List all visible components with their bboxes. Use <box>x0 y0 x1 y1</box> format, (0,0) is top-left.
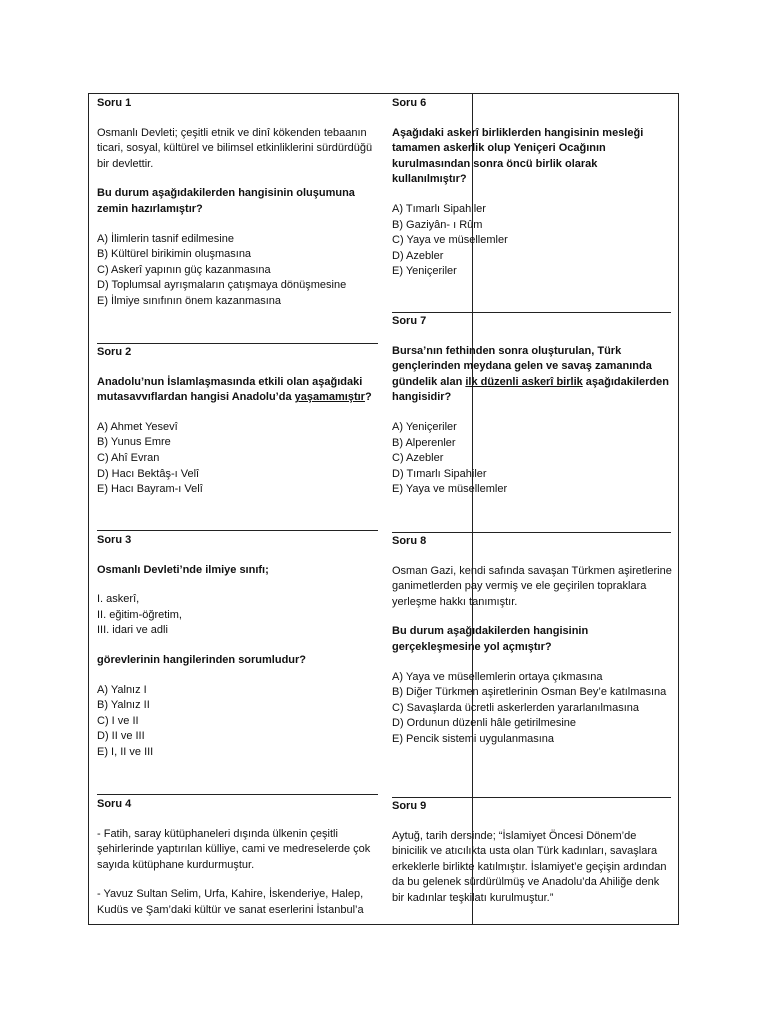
left-column <box>97 94 379 924</box>
option-a[interactable]: A) Yeniçeriler <box>392 420 457 433</box>
option-a[interactable]: A) Yaya ve müsellemlerin ortaya çıkmasına <box>392 670 603 683</box>
options-list <box>97 420 379 498</box>
item-iii: III. idari ve adli <box>97 624 168 637</box>
separator <box>97 530 378 531</box>
question-prompt: Bursa’nın fethinden sonra oluşturulan, Türk gençlerinden meydana gelen ve savaş zamanında gündelik alan ilk düzenli askerî birlik aşağıdakilerden hangisidir? <box>392 344 669 404</box>
option-a[interactable]: A) İlimlerin tasnif edilmesine <box>97 232 234 245</box>
question-number: Soru 8 <box>392 535 427 547</box>
question-3 <box>97 533 379 775</box>
question-6 <box>392 96 672 294</box>
item-ii: II. eğitim-öğretim, <box>97 608 182 621</box>
option-c[interactable]: C) Savaşlarda ücretli askerlerden yararlanılmasına <box>392 701 639 714</box>
option-c[interactable]: C) Ahî Evran <box>97 451 160 464</box>
question-paragraph-2: - Yavuz Sultan Selim, Urfa, Kahire, İskenderiye, Halep, Kudüs ve Şam’daki kültür ve sanat eserlerini İstanbul’a <box>97 888 364 916</box>
question-text: Aytuğ, tarih dersinde; “İslamiyet Öncesi Dönem’de binicilik ve atıcılıkta usta olan Türk kadınları, savaşlara erkeklerle birlikte katılmıştır. İslamiyet’e geçişin ardından da bu gelenek sürdürülmüş ve Anadolu’da Ahiliğe denk bir kadınlar teşkilatı kurulmuştur.” <box>392 829 667 904</box>
question-paragraph-1: - Fatih, saray kütüphaneleri dışında ülkenin çeşitli şehirlerinde yaptırılan külliye, cami ve medreselerde çok sayıda kütüphane kurdurmuştur. <box>97 827 371 871</box>
option-b[interactable]: B) Yunus Emre <box>97 436 171 449</box>
question-sheet <box>88 93 679 925</box>
question-number: Soru 9 <box>392 800 427 812</box>
roman-items <box>97 592 379 639</box>
question-prompt: görevlerinin hangilerinden sorumludur? <box>97 653 307 666</box>
option-e[interactable]: E) I, II ve III <box>97 745 154 758</box>
option-a[interactable]: A) Ahmet Yesevî <box>97 420 178 433</box>
option-c[interactable]: C) I ve II <box>97 714 139 727</box>
question-prompt: Aşağıdaki askerî birliklerden hangisinin mesleği tamamen askerlik olup Yeniçeri Ocağının kurulmasından sonra öncü birlik olarak kullanılmıştır? <box>392 126 644 186</box>
question-8 <box>392 534 672 762</box>
question-prompt: Bu durum aşağıdakilerden hangisinin oluşumuna zemin hazırlamıştır? <box>97 187 355 215</box>
question-2 <box>97 345 379 512</box>
question-number: Soru 7 <box>392 315 427 327</box>
underlined-keyword: ilk düzenli askerî birlik <box>465 375 583 388</box>
question-stem: Osmanlı Devleti’nde ilmiye sınıfı; <box>97 563 269 576</box>
option-d[interactable]: D) II ve III <box>97 730 145 743</box>
option-e[interactable]: E) Pencik sistemi uygulanmasına <box>392 732 555 745</box>
option-d[interactable]: D) Ordunun düzenli hâle getirilmesine <box>392 717 577 730</box>
options-list <box>392 670 672 748</box>
option-a[interactable]: A) Tımarlı Sipahiler <box>392 202 486 215</box>
option-a[interactable]: A) Yalnız I <box>97 683 147 696</box>
separator <box>97 794 378 795</box>
question-number: Soru 4 <box>97 798 132 810</box>
separator <box>392 797 671 798</box>
separator <box>97 343 378 344</box>
option-d[interactable]: D) Tımarlı Sipahiler <box>392 467 487 480</box>
option-d[interactable]: D) Hacı Bektâş-ı Velî <box>97 467 200 480</box>
options-list <box>97 232 379 310</box>
right-column <box>392 94 672 924</box>
question-number: Soru 6 <box>392 97 427 109</box>
option-d[interactable]: D) Toplumsal ayrışmaların çatışmaya dönüşmesine <box>97 279 347 292</box>
question-prompt: Anadolu’nun İslamlaşmasında etkili olan aşağıdaki mutasavvıflardan hangisi Anadolu’da yaşamamıştır? <box>97 375 372 404</box>
separator <box>392 532 671 533</box>
question-7 <box>392 314 672 512</box>
option-c[interactable]: C) Yaya ve müsellemler <box>392 234 508 247</box>
option-c[interactable]: C) Azebler <box>392 452 444 465</box>
options-list <box>392 420 672 498</box>
question-number: Soru 1 <box>97 97 132 109</box>
option-e[interactable]: E) İlmiye sınıfının önem kazanmasına <box>97 294 282 307</box>
question-intro: Osman Gazi, kendi safında savaşan Türkmen aşiretlerine ganimetlerden pay vermiş ve ele geçirilen topraklara yerleşme hakkı tanımıştır. <box>392 564 672 608</box>
option-b[interactable]: B) Diğer Türkmen aşiretlerinin Osman Bey’e katılmasına <box>392 686 667 699</box>
separator <box>392 312 671 313</box>
item-i: I. askerî, <box>97 593 140 606</box>
option-b[interactable]: B) Alperenler <box>392 436 456 449</box>
options-list <box>97 683 379 761</box>
option-e[interactable]: E) Hacı Bayram-ı Velî <box>97 483 203 496</box>
option-b[interactable]: B) Yalnız II <box>97 699 150 712</box>
question-intro: Osmanlı Devleti; çeşitli etnik ve dinî kökenden tebaanın ticari, sosyal, kültürel ve bilimsel etkinliklerini sürdürdüğü bir devlettir. <box>97 126 373 170</box>
underlined-keyword: yaşamamıştır <box>294 391 365 404</box>
option-b[interactable]: B) Gaziyân- ı Rûm <box>392 218 483 231</box>
question-4 <box>97 797 379 925</box>
question-number: Soru 2 <box>97 346 132 358</box>
question-1 <box>97 96 379 324</box>
option-b[interactable]: B) Kültürel birikimin oluşmasına <box>97 248 252 261</box>
question-prompt: Bu durum aşağıdakilerden hangisinin gerçekleşmesine yol açmıştır? <box>392 625 589 653</box>
option-e[interactable]: E) Yaya ve müsellemler <box>392 483 508 496</box>
options-list <box>392 202 672 280</box>
option-c[interactable]: C) Askerî yapının güç kazanmasına <box>97 263 271 276</box>
option-e[interactable]: E) Yeniçeriler <box>392 265 457 278</box>
question-9 <box>392 799 672 921</box>
question-number: Soru 3 <box>97 534 132 546</box>
option-d[interactable]: D) Azebler <box>392 249 444 262</box>
